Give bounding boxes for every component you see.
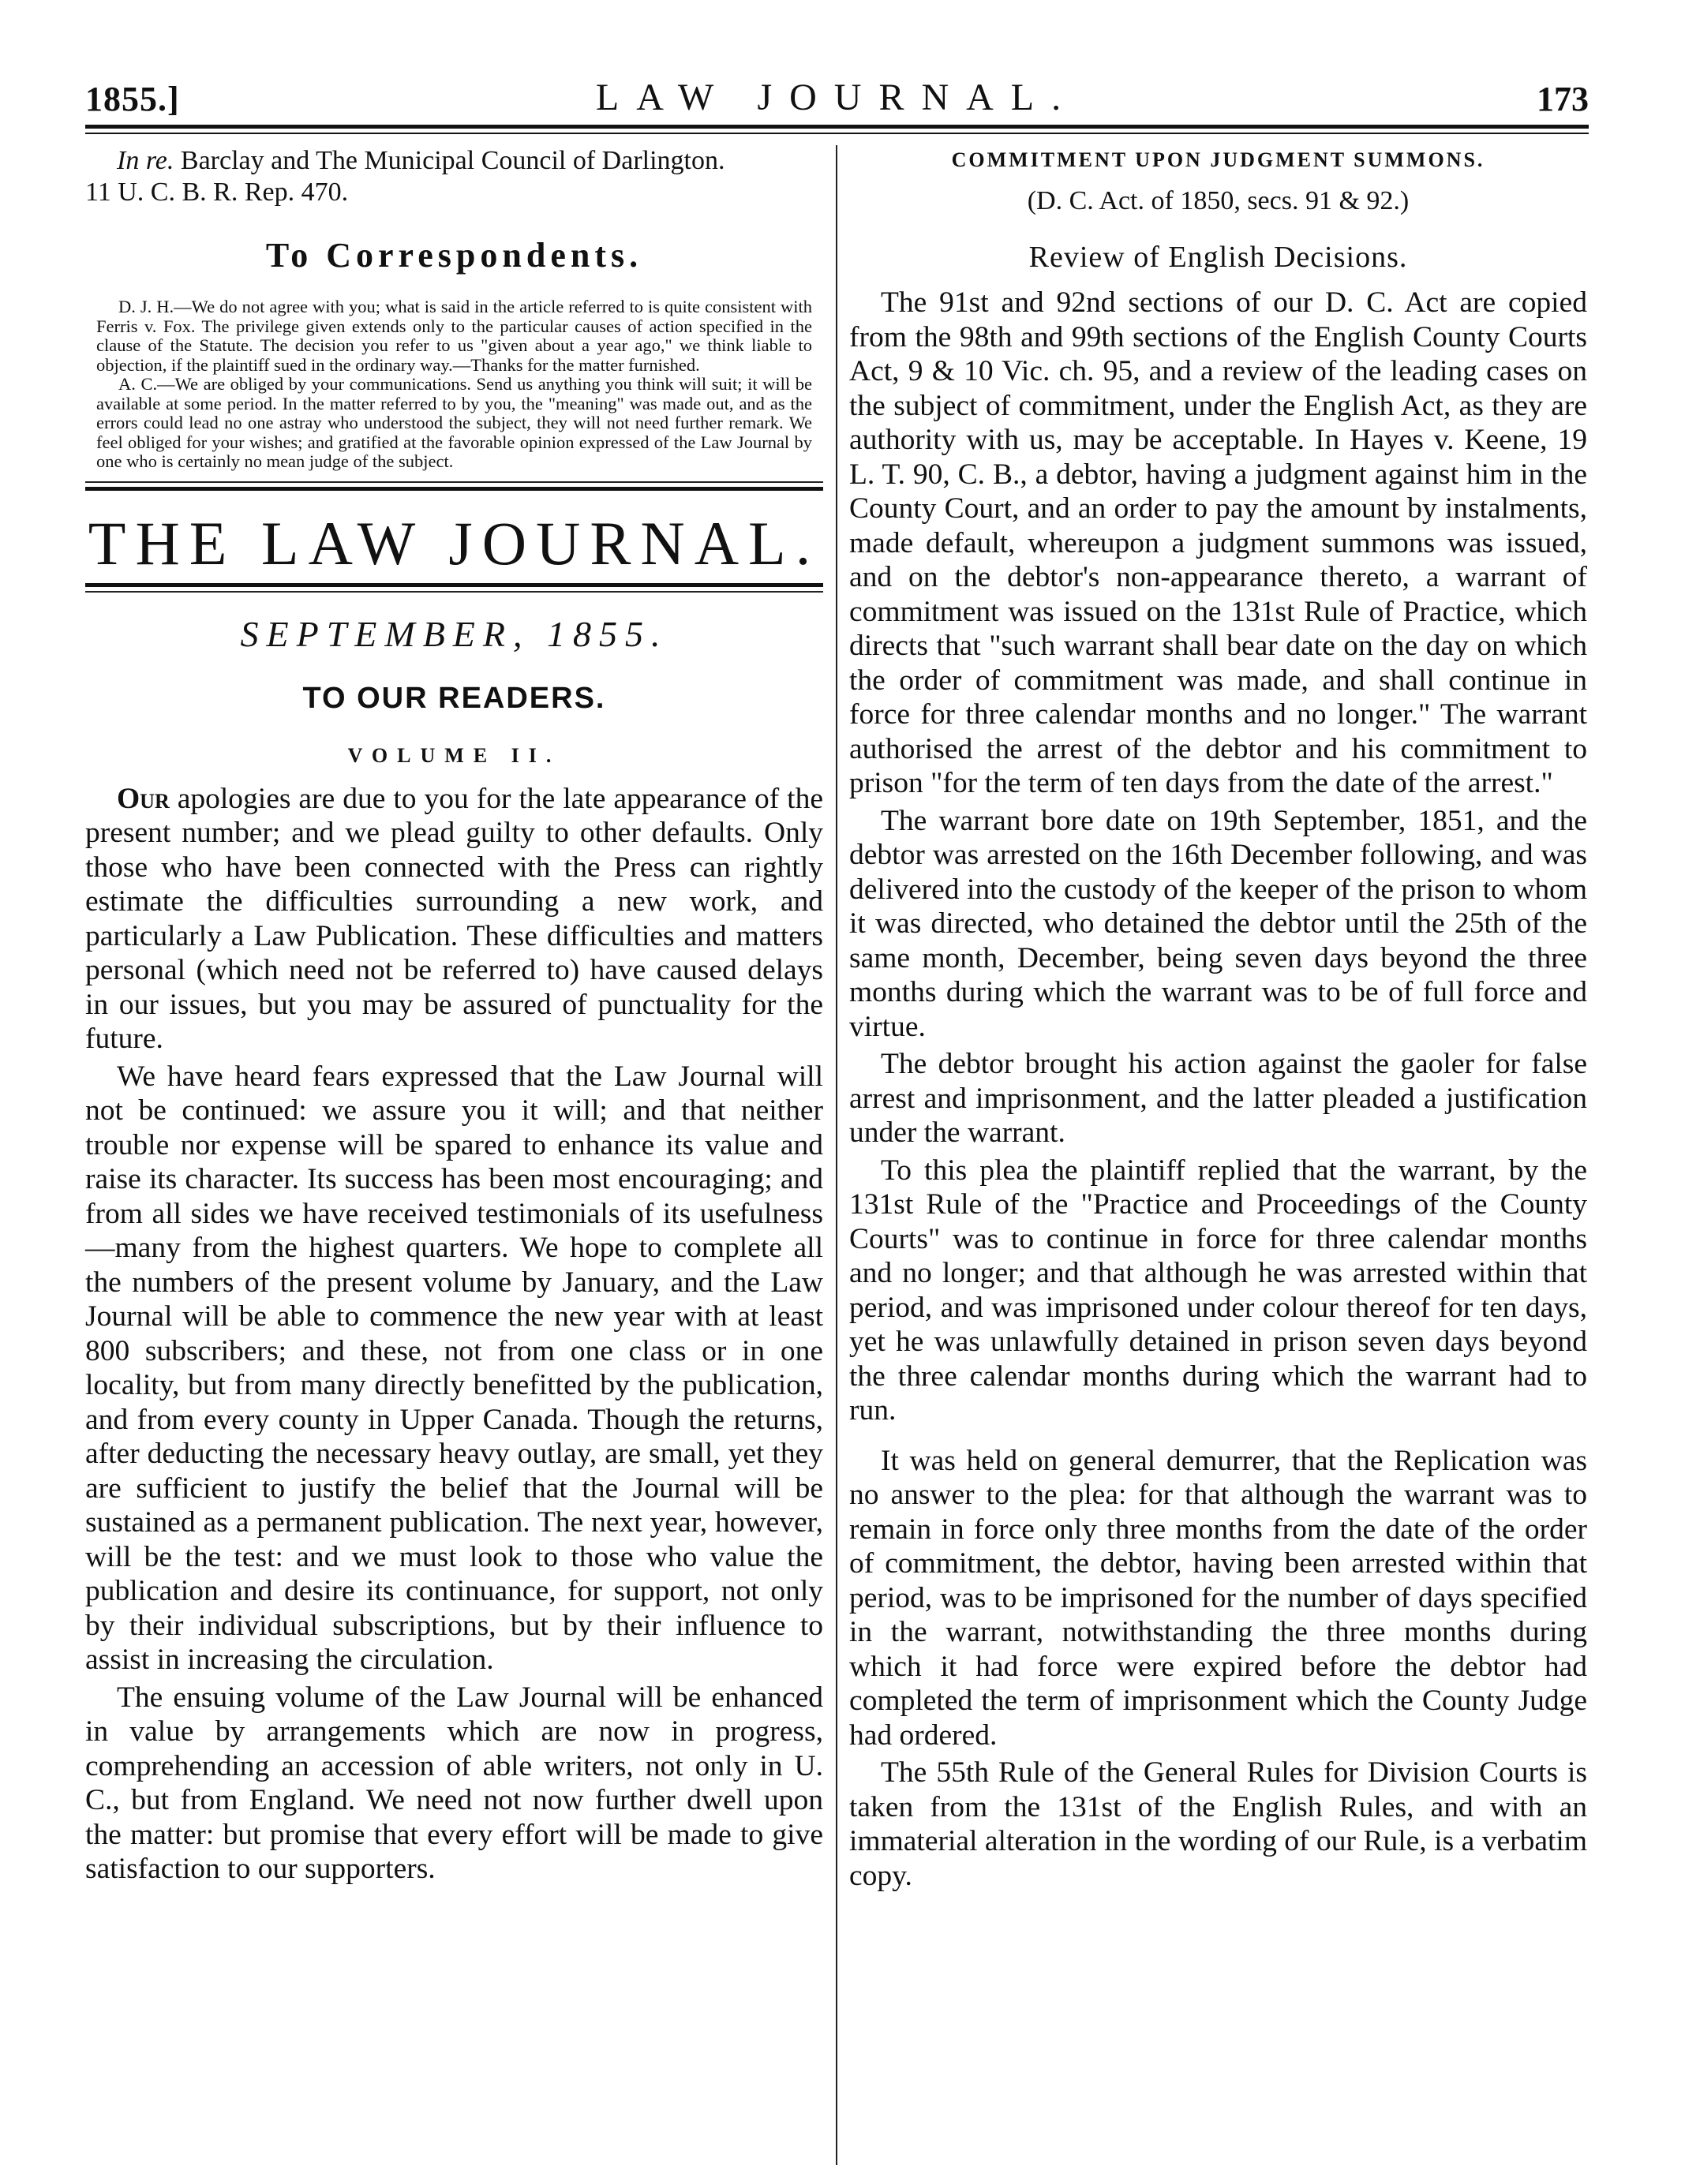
spacer: [849, 1428, 1587, 1444]
drop-word: Our: [117, 782, 170, 815]
header-rule-thick: [85, 125, 1589, 129]
columns: [85, 145, 1589, 2173]
correspondent-note: A. C.—We are obliged by your communications. Send us anything you think will suit; it will be available at some period. In the matter referred to by you, the "meaning" was made out, and as the errors could lead no one astray who understood the subject, they will not need further remark. We feel obliged for your wishes; and gratified at the favorable opinion expressed of the Law Journal by one who is certainly no mean judge of the subject.: [96, 374, 812, 471]
section-title: TO OUR READERS.: [302, 681, 606, 715]
article-paragraph: It was held on general demurrer, that the Replication was no answer to the plea: for that although the warrant was to remain in force only three months from the date of the order of commitment, the debtor, having been arrested within that period, was to be imprisoned for the number of days specified in the warrant, notwithstanding the three months during which it had force were expired before the debtor had completed the term of imprisonment which the County Judge had ordered.: [849, 1444, 1587, 1752]
correspondents-notes: [96, 297, 812, 472]
case-reference: [85, 145, 823, 177]
article-subheading: (D. C. Act. of 1850, secs. 91 & 92.): [1027, 186, 1410, 215]
case-citation: 11 U. C. B. R. Rep. 470.: [85, 178, 349, 207]
divider: [85, 487, 823, 491]
case-reference-prefix: In re.: [117, 146, 174, 175]
correspondents-heading: To Correspondents.: [265, 236, 643, 275]
article-paragraph: The 91st and 92nd sections of our D. C. Act are copied from the 98th and 99th sections of the English County Courts Act, 9 & 10 Vic. ch. 95, and a review of the leading cases on the subject of commitment, under the English Act, as they are authority with us, may be acceptable. In Hayes v. Keene, 19 L. T. 90, C. B., a debtor, having a judgment against him in the County Court, and an order to pay the amount by instalments, made default, whereupon a judgment summons was issued, and on the debtor's non-appearance thereto, a warrant of commitment was issued on the 131st Rule of Practice, which directs that "such warrant shall bear date on the day on which the order of commitment was made, and shall continue in force for three calendar months and no longer." The warrant authorised the arrest of the debtor and his commitment to prison "for the term of ten days from the date of the arrest.": [849, 286, 1587, 799]
issue-date: SEPTEMBER, 1855.: [240, 613, 668, 654]
column-divider: [836, 145, 837, 2165]
article-paragraph: To this plea the plaintiff replied that the warrant, by the 131st Rule of the "Practice and Proceedings of the County Courts" was to continue in force for three calendar months and no longer; and that although he was arrested within that period, and was imprisoned under colour thereof for ten days, yet he was unlawfully detained in prison seven days beyond the three calendar months during which the warrant had to run.: [849, 1154, 1587, 1427]
divider: [85, 591, 823, 593]
correspondent-note: D. J. H.—We do not agree with you; what is said in the article referred to is quite consistent with Ferris v. Fox. The privilege given extends only to the particular causes of action specified in the clause of the Statute. The decision you refer to us "given about a year ago," we think liable to objection, if the plaintiff sued in the ordinary way.—Thanks for the matter furnished.: [96, 297, 812, 375]
article-paragraph: The 55th Rule of the General Rules for Division Courts is taken from the 131st of the English Rules, and with an immaterial alteration in the wording of our Rule, is a verbatim copy.: [849, 1756, 1587, 1892]
volume-label: VOLUME II.: [347, 743, 561, 767]
divider: [85, 583, 823, 587]
article-section-heading: Review of English Decisions.: [1028, 241, 1408, 274]
masthead: THE LAW JOURNAL.: [88, 508, 821, 578]
running-header: [85, 73, 1589, 128]
left-column: [85, 145, 823, 1887]
article-paragraph: The debtor brought his action against the gaoler for false arrest and imprisonment, and the latter pleaded a justification under the warrant.: [849, 1048, 1587, 1149]
article-paragraph: [85, 782, 823, 1056]
header-page-number: 173: [1537, 80, 1589, 118]
header-title: LAW JOURNAL.: [595, 77, 1079, 118]
article-paragraph: The ensuing volume of the Law Journal will be enhanced in value by arrangements which are now in progress, comprehending an accession of able writers, not only in U. C., but from England. We need not now further dwell upon the matter: but promise that every effort will be made to give satisfaction to our supporters.: [85, 1681, 823, 1885]
article-paragraph: The warrant bore date on 19th September, 1851, and the debtor was arrested on the 16th December following, and was delivered into the custody of the keeper of the prison to whom it was directed, who detained the debtor until the 25th of the same month, December, being seven days beyond the three months during which the warrant was to be of full force and virtue.: [849, 804, 1587, 1043]
header-rule-thin: [85, 133, 1589, 134]
divider: [85, 481, 823, 483]
header-year: 1855.]: [85, 80, 180, 118]
page: [85, 73, 1589, 1892]
right-column: [849, 145, 1587, 1893]
article-paragraph: We have heard fears expressed that the Law Journal will not be continued: we assure you it will; and that neither trouble nor expense will be spared to enhance its value and raise its character. Its success has been most encouraging; and from all sides we have received testimonials of its usefulness—many from the highest quarters. We hope to complete all the numbers of the present volume by January, and the Law Journal will be able to commence the new year with at least 800 subscribers; and these, not from one class or in one locality, but from many directly benefitted by the publication, and from every county in Upper Canada. Though the returns, after deducting the necessary heavy outlay, are small, yet they are sufficient to justify the belief that the Journal will be sustained as a permanent publication. The next year, however, will be the test: and we must look to those who value the publication and desire its continuance, for support, not only by their individual subscriptions, but by their influence to assist in increasing the circulation.: [85, 1060, 823, 1676]
paragraph-text: apologies are due to you for the late appearance of the present number; and we plead guilty to other defaults. Only those who have been connected with the Press can rightly estimate the difficulties surrounding a new work, and particularly a Law Publication. These difficulties and matters personal (which need not be referred to) have caused delays in our issues, but you may be assured of punctuality for the future.: [85, 782, 823, 1055]
article-heading: COMMITMENT UPON JUDGMENT SUMMONS.: [951, 148, 1485, 171]
case-reference-title: Barclay and The Municipal Council of Darlington.: [174, 146, 725, 175]
